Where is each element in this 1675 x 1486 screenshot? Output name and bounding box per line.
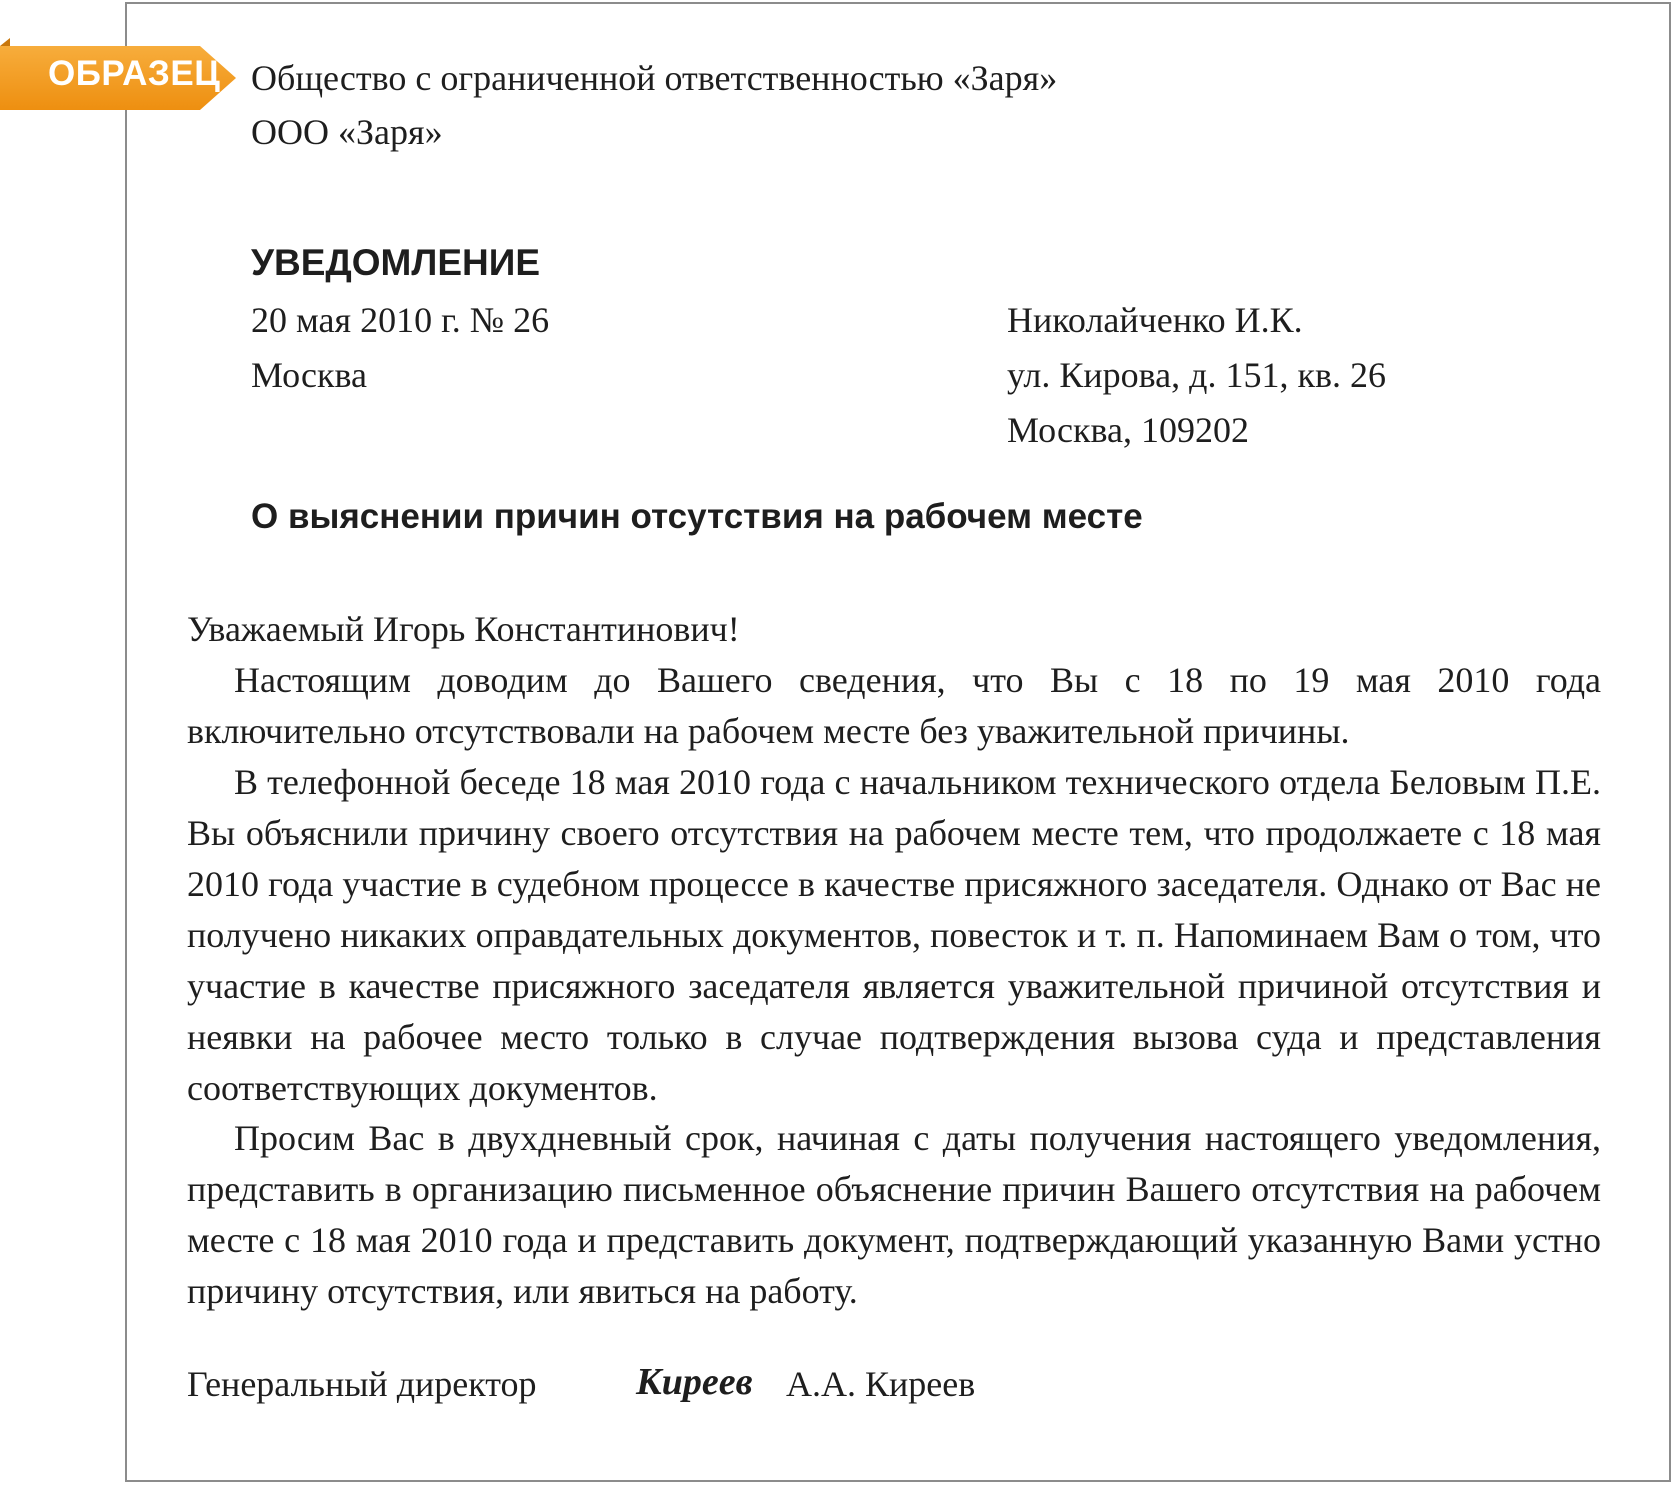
body-paragraph-3: Просим Вас в двухдневный срок, начиная с даты получения настоящего уведомления, представить в организацию письменное объяснение причин Вашего отсутствия на рабочем месте с 18 мая 2010 года и представить документ, подтверждающий указанную Вами устно причину отсутствия, или явиться на работу. (187, 1118, 1601, 1311)
recipient-street: ул. Кирова, д. 151, кв. 26 (1007, 355, 1386, 395)
greeting: Уважаемый Игорь Константинович! (187, 609, 740, 649)
body-paragraph-2: В телефонной беседе 18 мая 2010 года с начальником технического отдела Беловым П.Е. Вы объяснили причину своего отсутствия на рабочем месте тем, что продолжаете с 18 мая 2010 года участие в судебном процессе в качестве присяжного заседателя. Однако от Вас не получено никаких оправдательных документов, повесток и т. п. Напоминаем Вам о том, что участие в качестве присяжного заседателя является уважительной причиной отсутствия и неявки на рабочее место только в случае подтверждения вызова суда и представления соответствующих документов. (187, 762, 1601, 1108)
body-paragraph-1: Настоящим доводим до Вашего сведения, что Вы с 18 по 19 мая 2010 года включительно отсутствовали на рабочем месте без уважительной причины. (187, 660, 1601, 751)
recipient-name: Николайченко И.К. (1007, 300, 1303, 340)
signature-mark: Киреев (636, 1361, 753, 1403)
sample-badge (0, 38, 240, 110)
letter-subject: О выяснении причин отсутствия на рабочем месте (251, 497, 1143, 536)
document-type-heading: УВЕДОМЛЕНИЕ (251, 242, 541, 283)
badge-label: ОБРАЗЕЦ (48, 54, 221, 93)
org-short-name: ООО «Заря» (251, 112, 443, 152)
signer-position: Генеральный директор (187, 1364, 537, 1404)
recipient-city-zip: Москва, 109202 (1007, 410, 1249, 450)
org-full-name: Общество с ограниченной ответственностью «Заря» (251, 58, 1058, 98)
document-date-number: 20 мая 2010 г. № 26 (251, 300, 550, 340)
signer-name: А.А. Киреев (786, 1364, 976, 1404)
document-city: Москва (251, 355, 367, 395)
